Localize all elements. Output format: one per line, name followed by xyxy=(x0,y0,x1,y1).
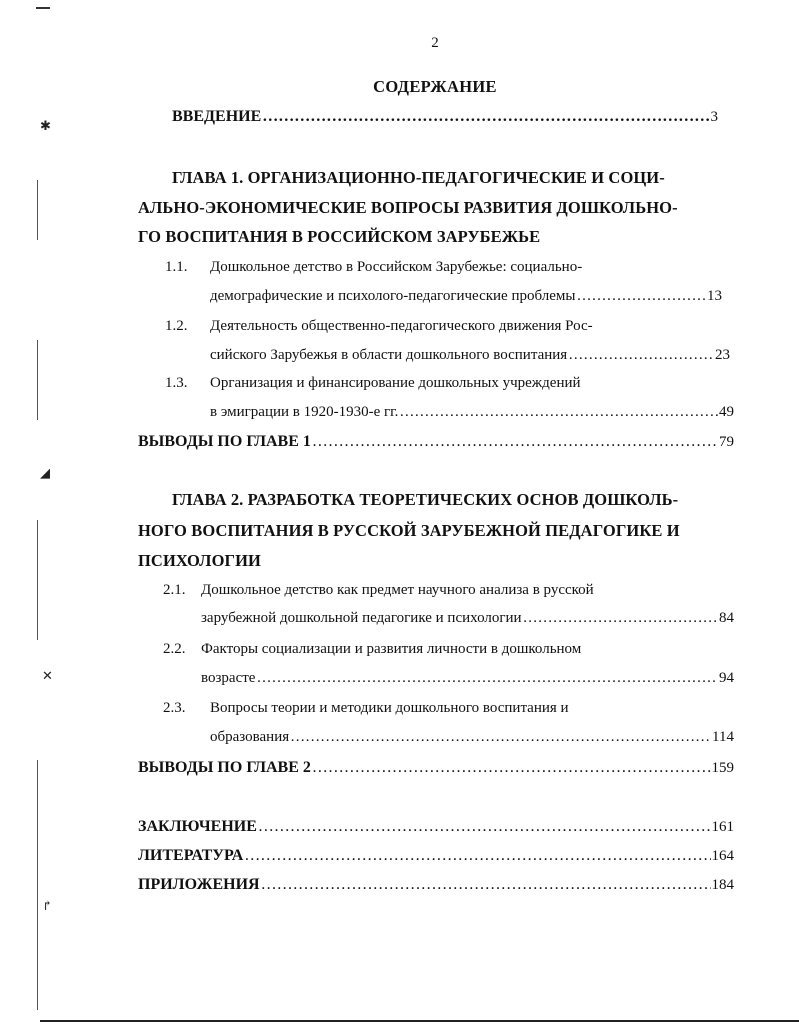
scan-mark xyxy=(36,7,50,9)
toc-entry-page: 114 xyxy=(712,729,734,745)
toc-entry-label: ЛИТЕРАТУРА xyxy=(138,847,244,864)
chapter-heading-line: ПСИХОЛОГИИ xyxy=(138,551,261,570)
section-number: 2.3. xyxy=(163,700,186,716)
toc-entry-page: 159 xyxy=(711,760,734,776)
section-title-line: Факторы социализации и развития личности в дошкольном xyxy=(201,641,582,657)
toc-entry-conclusion-final xyxy=(138,818,734,836)
toc-entry xyxy=(210,404,734,421)
scan-bottom-line xyxy=(40,1020,799,1022)
toc-entry-page: 3 xyxy=(710,109,718,125)
scan-edge-line xyxy=(37,180,38,240)
scan-edge-line xyxy=(37,520,38,640)
scan-mark: ✕ xyxy=(42,668,53,683)
section-title-line: образования xyxy=(210,729,290,745)
toc-leader xyxy=(258,818,711,836)
chapter-heading-line: ГЛАВА 2. РАЗРАБОТКА ТЕОРЕТИЧЕСКИХ ОСНОВ ДОШКОЛЬ- xyxy=(172,490,679,509)
toc-entry-literature xyxy=(138,847,734,865)
toc-entry-page: 161 xyxy=(711,819,734,835)
section-title-line: Организация и финансирование дошкольных учреждений xyxy=(210,375,581,391)
page-number: 2 xyxy=(431,35,439,51)
toc-entry-appendices xyxy=(138,876,734,894)
section-title-line: Дошкольное детство в Российском Зарубежье: социально- xyxy=(210,259,583,275)
toc-entry-label: ПРИЛОЖЕНИЯ xyxy=(138,876,260,893)
section-title-line: зарубежной дошкольной педагогике и психологии xyxy=(201,610,522,626)
section-title-line: сийского Зарубежья в области дошкольного воспитания xyxy=(210,347,568,363)
toc-entry-label: ВВЕДЕНИЕ xyxy=(172,108,262,125)
section-number: 1.1. xyxy=(165,259,188,275)
toc-entry xyxy=(210,347,730,364)
toc-entry xyxy=(210,288,722,305)
toc-entry xyxy=(201,610,734,627)
toc-leader xyxy=(312,759,711,777)
toc-entry-page: 79 xyxy=(719,434,734,450)
section-number: 2.1. xyxy=(163,582,186,598)
section-title-line: Дошкольное детство как предмет научного анализа в русской xyxy=(201,582,594,598)
toc-entry-page: 13 xyxy=(707,288,722,304)
scan-mark: ↱ xyxy=(42,898,53,913)
chapter-heading-line: НОГО ВОСПИТАНИЯ В РУССКОЙ ЗАРУБЕЖНОЙ ПЕДАГОГИКЕ И xyxy=(138,521,680,540)
toc-entry-page: 49 xyxy=(719,404,734,420)
section-title-line: возрасте xyxy=(201,670,256,686)
scan-edge-line xyxy=(37,340,38,420)
scan-mark: ✱ xyxy=(40,118,51,133)
toc-entry-label: ВЫВОДЫ ПО ГЛАВЕ 1 xyxy=(138,433,311,450)
section-title-line: демографические и психолого-педагогические проблемы xyxy=(210,288,576,304)
toc-entry-label: ЗАКЛЮЧЕНИЕ xyxy=(138,818,257,835)
toc-leader xyxy=(399,404,718,421)
toc-entry-conclusion xyxy=(138,433,734,451)
toc-entry-conclusion xyxy=(138,759,734,777)
chapter-heading-line: ГО ВОСПИТАНИЯ В РОССИЙСКОМ ЗАРУБЕЖЬЕ xyxy=(138,227,541,246)
section-title-line: Вопросы теории и методики дошкольного воспитания и xyxy=(210,700,569,716)
toc-entry-page: 164 xyxy=(711,848,734,864)
toc-entry-page: 84 xyxy=(719,610,734,626)
toc-title: СОДЕРЖАНИЕ xyxy=(373,77,497,96)
toc-entry-label: ВЫВОДЫ ПО ГЛАВЕ 2 xyxy=(138,759,311,776)
toc-entry-intro xyxy=(172,108,718,126)
section-title-line: в эмиграции в 1920-1930-е гг. xyxy=(210,404,399,420)
toc-entry-page: 23 xyxy=(715,347,730,363)
toc-leader xyxy=(568,347,714,364)
section-number: 2.2. xyxy=(163,641,186,657)
toc-entry xyxy=(210,729,734,746)
toc-leader xyxy=(244,847,710,865)
scan-mark: ◢ xyxy=(40,465,50,480)
toc-leader xyxy=(576,288,706,305)
toc-leader xyxy=(523,610,718,627)
toc-leader xyxy=(256,670,718,687)
toc-leader xyxy=(261,876,711,894)
toc-leader xyxy=(312,433,718,451)
toc-entry-page: 184 xyxy=(711,877,734,893)
chapter-heading-line: АЛЬНО-ЭКОНОМИЧЕСКИЕ ВОПРОСЫ РАЗВИТИЯ ДОШКОЛЬНО- xyxy=(138,198,678,217)
toc-entry xyxy=(201,670,734,687)
scan-edge-line xyxy=(37,760,38,1010)
section-title-line: Деятельность общественно-педагогического движения Рос- xyxy=(210,318,593,334)
toc-entry-page: 94 xyxy=(719,670,734,686)
section-number: 1.2. xyxy=(165,318,188,334)
section-number: 1.3. xyxy=(165,375,188,391)
chapter-heading-line: ГЛАВА 1. ОРГАНИЗАЦИОННО-ПЕДАГОГИЧЕСКИЕ И СОЦИ- xyxy=(172,168,665,187)
toc-leader xyxy=(262,108,709,126)
toc-leader xyxy=(290,729,711,746)
